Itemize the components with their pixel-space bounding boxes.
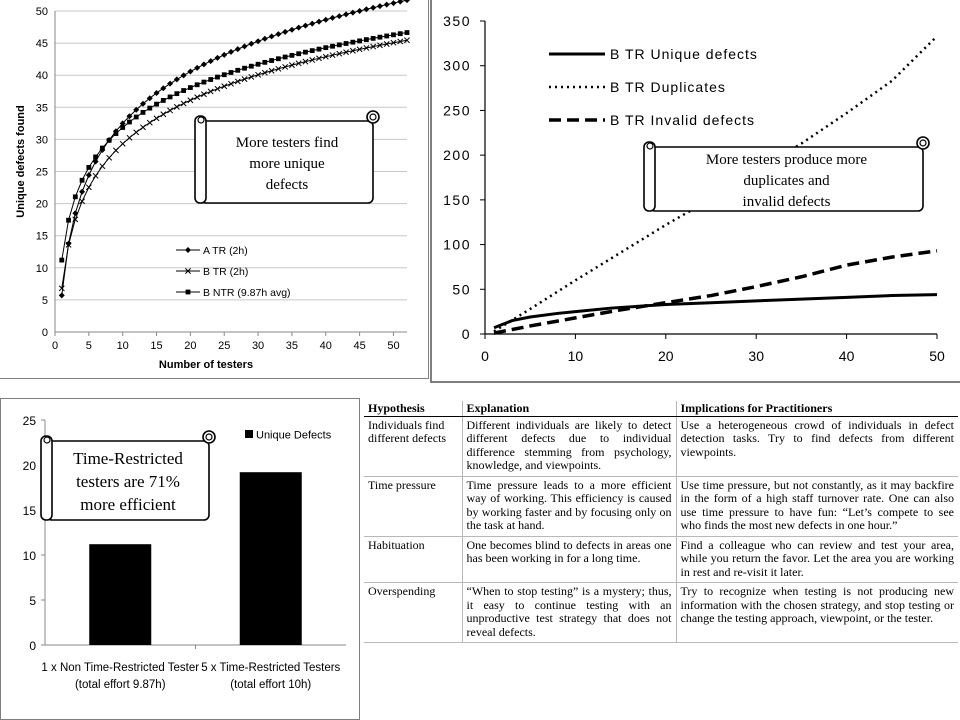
data-point (221, 52, 227, 58)
data-point (194, 65, 200, 71)
x-category-label: (total effort 9.87h) (74, 679, 166, 691)
y-tick-label: 10 (22, 549, 36, 563)
data-point (161, 98, 166, 103)
header-explanation: Explanation (462, 401, 676, 416)
y-tick-label: 10 (35, 262, 48, 275)
callout-more-testers (195, 111, 379, 203)
data-point (384, 2, 390, 8)
data-point (208, 89, 213, 94)
data-point (337, 42, 342, 47)
data-point (343, 11, 349, 17)
data-point (323, 17, 329, 23)
data-point (86, 185, 91, 190)
data-point (310, 48, 315, 53)
x-tick-label: 40 (319, 340, 332, 352)
table-row (364, 583, 958, 643)
data-point (147, 106, 152, 111)
cell-implications: Use time pressure, but not constantly, as it may backfire in the form of a high staff turnover rate. One can also use time pressure to have fun: “Let’s compete to see who finds the most new defects in one hour.” (676, 476, 958, 536)
callout-text-line: testers are 71% (76, 471, 180, 491)
x-tick-label: 0 (481, 348, 489, 364)
data-point (154, 116, 159, 121)
legend-label: B TR Invalid defects (610, 112, 756, 128)
x-tick-label: 30 (748, 348, 764, 364)
chart-duplicates (432, 0, 960, 379)
cell-explanation: One becomes blind to defects in areas one has been working in for a long time. (462, 536, 676, 583)
callout-text-line: More testers find (235, 134, 339, 151)
data-point (269, 33, 275, 39)
data-point (73, 194, 78, 199)
cell-hypothesis: Overspending (364, 583, 462, 643)
data-point (390, 0, 396, 6)
x-category-label: (total effort 10h) (230, 679, 312, 691)
data-point (384, 34, 389, 39)
data-point (86, 172, 92, 178)
data-point (120, 125, 125, 130)
data-point (242, 43, 248, 49)
cell-explanation: Time pressure leads to a more efficient way of working. This efficiency is caused by working faster and by focusing only on the task at hand. (462, 476, 676, 536)
callout-right-roll (917, 137, 929, 149)
y-tick-label: 0 (29, 639, 36, 653)
data-point (350, 40, 355, 45)
y-tick-label: 40 (35, 70, 48, 83)
x-category-label: 1 x Non Time-Restricted Tester (41, 662, 200, 674)
data-point (391, 32, 396, 37)
data-point (100, 164, 105, 169)
callout-left-roll (41, 436, 52, 520)
data-point (80, 178, 85, 183)
data-point (249, 64, 254, 69)
data-point (174, 91, 179, 96)
x-tick-label: 15 (150, 340, 163, 352)
y-tick-label: 150 (443, 191, 471, 208)
data-point (141, 110, 146, 115)
legend-label: A TR (2h) (203, 245, 248, 257)
data-point (275, 31, 281, 37)
data-point (336, 13, 342, 19)
x-tick-label: 0 (51, 340, 59, 352)
callout-efficiency (41, 431, 215, 520)
series-line (494, 251, 937, 333)
chart-efficiency (1, 399, 359, 719)
data-point (59, 258, 64, 263)
data-point (262, 36, 268, 42)
data-point (397, 0, 403, 5)
x-tick-label: 10 (116, 340, 129, 352)
x-tick-label: 35 (285, 340, 299, 352)
y-axis-label: Unique defects found (15, 105, 27, 218)
data-point (147, 120, 152, 125)
data-point (364, 37, 369, 42)
callout-text-line: more unique (249, 155, 325, 172)
chart-duplicates-panel (430, 0, 960, 383)
data-point (317, 47, 322, 52)
data-point (229, 70, 234, 75)
data-point (235, 68, 240, 73)
callout-left-roll (195, 116, 206, 203)
data-point (330, 44, 335, 49)
data-point (107, 138, 112, 143)
x-tick-label: 50 (387, 340, 400, 352)
data-point (201, 92, 206, 97)
data-point (186, 290, 191, 295)
data-point (201, 61, 207, 67)
bar (89, 544, 151, 645)
data-point (208, 77, 213, 82)
cell-explanation: “When to stop testing” is a mystery; thus, it easy to continue testing with an unproductive test strategy that does not reveal defects. (462, 583, 676, 643)
y-tick-label: 15 (35, 230, 48, 243)
data-point (289, 27, 295, 33)
data-point (248, 41, 254, 47)
legend-label: B TR (2h) (203, 266, 249, 278)
data-point (269, 58, 274, 63)
callout-duplicates (644, 137, 929, 211)
y-tick-label: 15 (22, 504, 36, 518)
y-tick-label: 5 (29, 594, 36, 608)
legend-label: B TR Unique defects (610, 46, 758, 62)
data-point (330, 15, 336, 21)
x-tick-label: 10 (567, 348, 584, 364)
x-tick-label: 40 (838, 348, 855, 364)
chart-unique-defects-panel (0, 0, 429, 379)
data-point (167, 81, 173, 87)
data-point (188, 85, 193, 90)
x-tick-label: 25 (218, 340, 231, 352)
callout-text-line: duplicates and (743, 172, 830, 189)
data-point (120, 141, 125, 146)
data-point (185, 247, 191, 253)
data-point (303, 50, 308, 55)
data-point (296, 25, 302, 31)
data-point (344, 41, 349, 46)
data-point (222, 84, 227, 89)
y-tick-label: 25 (35, 166, 48, 179)
data-point (79, 189, 85, 195)
data-point (290, 53, 295, 58)
y-tick-label: 300 (443, 57, 471, 74)
data-point (235, 79, 240, 84)
chart-efficiency-panel (0, 398, 360, 720)
table-header-row (364, 401, 958, 416)
y-tick-label: 350 (443, 13, 471, 29)
data-point (357, 38, 362, 43)
cell-hypothesis: Time pressure (364, 476, 462, 536)
data-point (378, 35, 383, 40)
data-point (168, 95, 173, 100)
data-point (276, 56, 281, 61)
cell-explanation: Different individuals are likely to detect different defects due to individual difference stemming from psychology, knowledge, and viewpoints. (462, 416, 676, 476)
data-point (107, 155, 112, 160)
x-tick-label: 20 (658, 348, 674, 364)
y-tick-label: 50 (452, 281, 471, 298)
callout-text-line: more efficient (80, 494, 176, 514)
data-point (228, 81, 233, 86)
data-point (215, 75, 220, 80)
data-point (86, 165, 91, 170)
data-point (174, 76, 180, 82)
data-point (59, 292, 65, 298)
legend-label: B TR Duplicates (610, 79, 726, 95)
data-point (140, 125, 145, 130)
y-tick-label: 20 (22, 459, 36, 473)
y-tick-label: 250 (443, 102, 471, 119)
header-implications: Implications for Practitioners (676, 401, 958, 416)
y-tick-label: 5 (41, 294, 48, 307)
hypothesis-table (364, 401, 958, 643)
x-tick-label: 5 (85, 340, 92, 352)
legend-label: B NTR (9.87h avg) (203, 287, 291, 299)
data-point (208, 58, 214, 64)
x-axis-label: Number of testers (158, 359, 254, 371)
data-point (134, 130, 139, 135)
callout-left-roll (644, 142, 655, 211)
data-point (214, 55, 220, 61)
data-point (398, 31, 403, 36)
legend (245, 430, 332, 442)
data-point (377, 3, 383, 9)
data-point (316, 19, 322, 25)
series-line (494, 295, 937, 328)
series-invalid (494, 112, 937, 333)
header-hypothesis: Hypothesis (364, 401, 462, 416)
y-tick-label: 45 (35, 38, 48, 51)
data-point (262, 60, 267, 65)
data-point (195, 82, 200, 87)
data-point (215, 86, 220, 91)
data-point (113, 148, 118, 153)
legend-swatch (245, 430, 253, 438)
data-point (66, 218, 71, 223)
data-point (114, 131, 119, 136)
y-tick-label: 35 (35, 102, 48, 115)
data-point (181, 88, 186, 93)
data-point (296, 51, 301, 56)
data-point (282, 29, 288, 35)
cell-hypothesis: Habituation (364, 536, 462, 583)
data-point (202, 80, 207, 85)
data-point (127, 120, 132, 125)
data-point (181, 101, 186, 106)
data-point (256, 62, 261, 67)
table-row (364, 536, 958, 583)
table-row (364, 476, 958, 536)
chart-unique-defects (0, 0, 428, 378)
data-point (370, 5, 376, 11)
x-tick-label: 45 (353, 340, 366, 352)
data-point (283, 55, 288, 60)
data-point (195, 95, 200, 100)
data-point (309, 21, 315, 27)
data-point (93, 155, 98, 160)
data-point (302, 23, 308, 29)
data-point (134, 115, 139, 120)
data-point (404, 0, 410, 3)
y-tick-label: 30 (35, 134, 48, 147)
x-tick-label: 30 (251, 340, 265, 352)
legend-label: Unique Defects (256, 429, 332, 442)
callout-text-line: invalid defects (742, 193, 831, 210)
data-point (161, 112, 166, 117)
y-tick-label: 25 (22, 414, 36, 428)
cell-hypothesis: Individuals find different defects (364, 416, 462, 476)
data-point (93, 173, 98, 178)
bar (240, 472, 302, 645)
y-tick-label: 20 (35, 198, 48, 211)
callout-right-roll (367, 111, 379, 123)
y-tick-label: 200 (443, 147, 471, 164)
y-tick-label: 0 (461, 326, 471, 342)
y-tick-label: 0 (41, 327, 48, 339)
cell-implications: Try to recognize when testing is not producing new information with the chosen strategy, and stop testing or change the testing approach, viewpoint, or the tester. (676, 583, 958, 643)
data-point (235, 46, 241, 52)
data-point (262, 70, 267, 75)
data-point (242, 77, 247, 82)
callout-text-line: More testers produce more (705, 151, 868, 168)
x-tick-label: 50 (929, 348, 945, 364)
data-point (188, 98, 193, 103)
data-point (242, 66, 247, 71)
callout-right-roll (203, 431, 215, 443)
cell-implications: Find a colleague who can review and test your area, while you return the favor. Let the area you are working in rest and re-visit it later. (676, 536, 958, 583)
cell-implications: Use a heterogeneous crowd of individuals in defect detection tasks. Try to find defects from different viewpoints. (676, 416, 958, 476)
y-tick-label: 100 (443, 236, 471, 253)
callout-text-line: Time-Restricted (73, 448, 183, 468)
data-point (228, 49, 234, 55)
x-tick-label: 20 (184, 340, 197, 352)
data-point (100, 146, 105, 151)
data-point (187, 69, 193, 75)
x-category-label: 5 x Time-Restricted Testers (201, 662, 341, 674)
data-point (167, 108, 172, 113)
data-point (371, 36, 376, 41)
data-point (323, 45, 328, 50)
callout-text-line: defects (265, 176, 309, 193)
data-point (222, 72, 227, 77)
data-point (405, 30, 410, 35)
data-point (357, 8, 363, 14)
data-point (181, 72, 187, 78)
data-point (154, 102, 159, 107)
y-tick-label: 50 (35, 6, 48, 18)
legend (176, 245, 291, 299)
table-row (364, 416, 958, 476)
